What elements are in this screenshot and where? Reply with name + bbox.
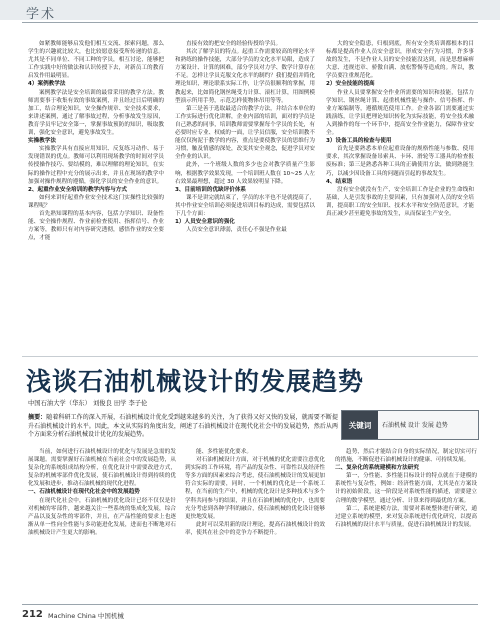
section-heading: 2）安全技能的提高 [326, 81, 375, 88]
paragraph: 直接有效的把安全的经验传授给学员。 [186, 41, 282, 47]
paragraph: 案例教学法是安全培训的最常采用的教学方法。教师需要事于收集有效的事故案例，并且经过日后明确的加工，结合理论知识，安全操作规章、安全技术要求，来讲述案例，通过了解事故过程，分析事故发生原因，教育学员牢记安全第一，掌握事故预防的知识，吸取教训，强化安全意识，避免事故发生。 [28, 89, 164, 137]
abstract-label: 摘要： [28, 414, 47, 421]
paragraph: 在现代化社会中，石油机械的优化设计已经不仅仅是针对机械的零部件，越来越关注一些系统的集成化发展，综合产品以及复杂性的零部件，并且，在产品性能的要求上也逐渐从单一性向全性能与多功能进化发展，进而也不断地对石油机械设计产生更大的影响。 [28, 497, 176, 536]
footer-rule [22, 604, 478, 605]
keywords-box [341, 410, 479, 440]
section-heading: 实操教学法 [28, 138, 56, 145]
paragraph: 对石油机械设计方面，对于机械的优化需要注意优化到实际的工作环境，将产品的复杂性、可靠性以及经济性等多方面的因素来综合考虑，使石油机械设计的发展更加符合实际的需要，同时，一个机械的优化是一个系统工程，在当前的生产中，机械的优化设计是多种技术与多个学科共同参与的结果，并且在石油机械的优化中，也需要充分考虑到各种学科的融合，使石油机械的优化设计能够更快地发展。 [185, 457, 325, 520]
section-heading: 2、起重作业安全培训的教学内容与方式 [28, 186, 127, 193]
article-column-1 [28, 448, 176, 598]
paragraph: 此外，一个班级人数的多少也会对教学质量产生影响，根据教学效果发现，一个培训班人数在 10~25 人左右效果最理想，超过 30 人效果较明显下降。 [175, 162, 315, 185]
header-rule [22, 22, 478, 23]
article-column-2 [185, 448, 325, 598]
section-heading: 4、结束语 [326, 178, 353, 185]
paragraph: 没有安全就没有生产，安全培训工作是企业的生命线和基础，人是引发事故的主要因素，只有加强对人员的安全培训，提高职工的安全知识、技术水平和安全防范意识，才能真正减少甚至避免事故的发生，从而保证生产安全。 [326, 186, 474, 217]
section-tag: 学术 [26, 7, 57, 22]
paragraph: 首先是要熟悉本单位起重设备的规格性能与参数、使用要求，其次掌握设备吊索具、卡环、滑轮等工器具的检查报废标准；第三是熟悉各种工具的正确使用方法，做到熟能生巧，以减少因设备工具的问题而引起的事故发生。 [326, 146, 474, 177]
paragraph: 第一，分性能、多性能目标设计的特点就在于建模的系统性与复杂性，例如：经济性能方面，尤其是在方案设计的初始阶段，这一阶段是对系统性能的描述，需要建立合理的数学模型，通过分析、计算来得到最优的方案。 [335, 473, 477, 504]
header-band [0, 0, 500, 20]
paragraph: 此时可以采用新的设计理论，提高石油机械设计的效率，使其在社会中的竞争力不断提升。 [185, 521, 325, 536]
article-title: 浅谈石油机械设计的发展趋势 [26, 367, 365, 396]
paragraph: 首先熟知课程的基本内容，包括力学知识、设备性能、安全操作规程、作业前检查使用、指挥信号、作业方案等，教师只有对内容研究透彻，感悟作业的安全要点，才能 [28, 210, 164, 242]
upper-column-2 [175, 40, 315, 348]
keywords-text: 石油机械 设计 发展 趋势 [382, 422, 448, 429]
paragraph: 大的安全隐患，归根到底，所有安全类培训都根本的目标都是提高作业人员安全意识，形成安全行为习惯，许多事故的发生，不是作业人员的安全技能没达到，而是思想麻痹大意、违规违章、骄傲自满、放松警惕等造成的。所以，教学员要注重规范化。 [326, 41, 474, 80]
upper-column-1 [28, 40, 164, 348]
section-heading: 1）人员安全意识的强化 [175, 219, 235, 226]
section-heading: 二、复杂化的系统建模和方法研究 [335, 465, 419, 472]
article-column-3 [335, 448, 477, 598]
paragraph: 第二，系统建模方法，需要对系统整体进行研究，通过建立系统的模型，来对复杂系统进行优化研究，以提高石油机械的设计水平与质量，促进石油机械设计的发展。 [335, 505, 477, 528]
keywords-label: 关键词 [342, 411, 378, 439]
paragraph: 人员安全意识薄弱，责任心不强是作业最 [186, 227, 287, 234]
abstract-text: 随着科研工作的深入开展，石油机械设计优化受到越来越多的关注，为了获得又好又快的发展，就需要不断提升石油机械设计的水平。因此，本文从实际的角度出发，阐述了石油机械设计在现代化社会中的发展趋势，然后从两个方面来分析石油机械设计优化的发展趋势。 [28, 414, 338, 439]
page-number: 212 [22, 609, 43, 620]
article-byline: 中国石油大学（华东） 刘俊良 田学 李子伦 [28, 400, 148, 407]
section-heading: 一、石油机械设计在现代化社会中的发展趋势 [28, 489, 140, 496]
section-heading: 4）案例教学法 [28, 81, 66, 88]
paragraph: 趋势，然后才能结合自身的实际情况，制定切实可行的措施，不断促进石油机械设计的健康、可持续发展。 [335, 449, 477, 464]
paragraph: 如紧教师能够启发他们相互交流、探索问题，那么学生的兴趣就比较大，也比较愿意接受所传递的信息。尤其是不同单位、不同工种的学员，相互讨论，能够把工作实践中好的做法和认识传授下去，对新员工的教育启发作用最明显。 [28, 41, 164, 80]
section-heading: 3）设备工具的检查与使用 [326, 138, 392, 145]
journal-name: Machine China 中国机械 [48, 612, 124, 620]
section-heading: 3、目前培训的优缺评价体系 [175, 186, 247, 193]
upper-column-3 [326, 40, 474, 348]
paragraph: 如何来讲好起重作业安全技术这门实操性比较强的课程呢？ [28, 194, 164, 209]
article-abstract [28, 414, 338, 440]
paragraph: 第三是善于选取最适合的教学方法，并结合本单位的工作实际进行优化讲解，企业内部的培训，面对的学员是自己熟悉的同事，培训教师需要掌握每个学员的长处，有必要时应专业、权威的一面，让学员信服，安全培训教不能仅仅拘泥于教学的内容，重点是要使教学员的思维行为习惯，触及情感的深处，改变其安全观念，促进学员对安全作业的认识。 [175, 105, 315, 161]
paragraph: 其次了解学员的特点。起重工作需要较高的理论水平和熟练的操作技能，大部分学员的文化水平局限，造成了方案设计、计算的困难，部分学员对力学、数学计算存在不足。怎样让学员克服文化水平的制约？我们提倡并简化理论知识，理论联系实际工作，让学员很顺利的掌握，用教起来，比如简化钢丝绳受力计算、滚杠计算，用图例模型演示所用手势，示范怎样使物体吊用等等。 [175, 49, 315, 104]
paragraph: 能、多性能优化要求。 [196, 449, 252, 455]
article-separator [22, 356, 478, 357]
paragraph: 实操教学具有直接应用知识、反复练习动作、易于发现错误的优点。教师可以利用现场教学的时间对学员传授操作技巧、要结模的，难以理解的理论知识，在实际的操作过程中充分的展示出来，并且在现场的教学中加强对操作规程的遵循，强化学员的安全作业的意识。 [28, 146, 164, 185]
paragraph: 当前，如何进行石油机械设计的优化与发展是急需的发展课题。需要掌握好石油机械在当前社会中的发展趋势，从复杂化的系统组成结构分析，在优化设计中需要改进方式，复杂的机械零部件优化发展，使石油机械设计得到持续的优化发展和进步，推动石油机械的现代化进程。 [28, 449, 176, 488]
paragraph: 作业人员要掌握安全作业所需要的知识和技能，包括力学知识、钢丝绳计算、起重机械性能与操作、信号指挥、作业方案编制等，遵循规范使用工作。企业各部门需要通过实践演练，让学员把理论知识转化为实际技能，将安全技术融入到操作的每一个环节中，提高安全作业能力，保障作业安全。 [326, 89, 474, 137]
paragraph: 课不是讲完就结束了，学员的水平也不是就提高了，其中作业安全培训必须促进培训目标的达成，需要包括以下几个方面： [175, 194, 315, 217]
